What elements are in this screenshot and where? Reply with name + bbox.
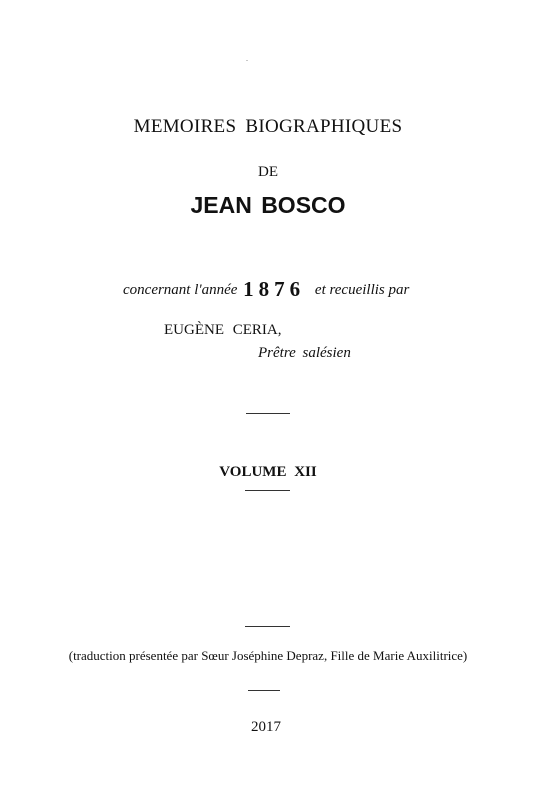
subject-name: JEAN BOSCO bbox=[190, 192, 346, 218]
publication-year: 2017 bbox=[251, 719, 281, 735]
concerning-year: 1876 bbox=[243, 277, 306, 301]
editor-name: EUGÈNE CERIA, bbox=[164, 322, 282, 338]
concerning-line bbox=[123, 277, 409, 302]
volume-underline bbox=[245, 490, 290, 491]
editor-role: Prêtre salésien bbox=[258, 345, 351, 361]
divider-rule bbox=[248, 690, 280, 691]
divider-rule bbox=[245, 626, 290, 627]
series-title: MEMOIRES BIOGRAPHIQUES bbox=[133, 116, 403, 137]
paper-speck bbox=[246, 60, 248, 61]
concerning-suffix: et recueillis par bbox=[314, 282, 410, 298]
divider-rule bbox=[246, 413, 290, 414]
translation-note: (traduction présentée par Sœur Joséphine Depraz, Fille de Marie Auxilitrice) bbox=[68, 648, 468, 663]
volume-label: VOLUME XII bbox=[219, 464, 317, 480]
title-preposition: DE bbox=[258, 164, 278, 180]
concerning-prefix: concernant l'année bbox=[123, 282, 238, 298]
